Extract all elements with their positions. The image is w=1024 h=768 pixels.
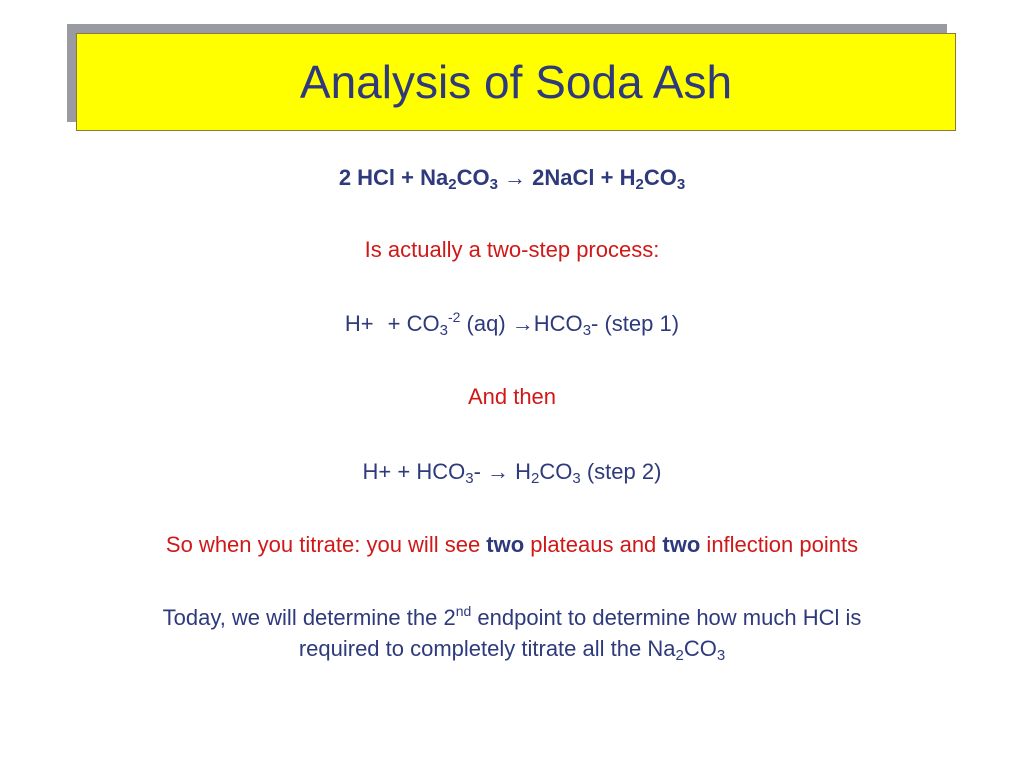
title-box	[76, 33, 956, 131]
statement-text: CO	[683, 636, 717, 661]
slide-title: Analysis of Soda Ash	[299, 56, 733, 108]
equation-text: - → H	[473, 459, 532, 484]
equation-subscript: 3	[465, 470, 474, 487]
step1-equation	[0, 309, 1024, 339]
titrate-statement	[0, 530, 1024, 560]
statement-text: inflection points	[700, 532, 859, 557]
step2-equation	[0, 457, 1024, 487]
statement-text: required to completely titrate all the Na	[298, 636, 676, 661]
equation-text: H+	[344, 311, 374, 336]
today-statement-line2	[0, 634, 1024, 664]
statement-text: plateaus and	[524, 532, 663, 557]
statement-text: endpoint to determine how much HCl is	[471, 605, 862, 630]
equation-text: 2 HCl + Na	[338, 165, 449, 190]
intro-text: Is actually a two-step process:	[364, 237, 660, 262]
equation-text: + CO	[387, 311, 440, 336]
equation-subscript: 2	[675, 647, 684, 664]
equation-text: CO	[456, 165, 490, 190]
equation-text: - (step 1)	[591, 311, 680, 336]
equation-subscript: 2	[635, 176, 644, 193]
equation-subscript: 3	[716, 647, 726, 664]
equation-text: CO	[539, 459, 573, 484]
emphasis-two: two	[486, 532, 525, 557]
main-equation	[0, 163, 1024, 193]
equation-text: (aq) →HCO	[460, 311, 583, 336]
equation-subscript: 3	[439, 322, 448, 339]
and-then-text: And then	[467, 384, 557, 409]
statement-text: So when you titrate: you will see	[165, 532, 487, 557]
equation-text: → 2NaCl + H	[497, 165, 636, 190]
equation-subscript: 3	[572, 470, 581, 487]
equation-subscript: 3	[489, 176, 498, 193]
equation-text: (step 2)	[580, 459, 662, 484]
equation-subscript: 3	[676, 176, 686, 193]
equation-text: CO	[643, 165, 677, 190]
equation-text: H+ + HCO	[362, 459, 466, 484]
ordinal-superscript: nd	[455, 603, 472, 619]
equation-subscript: 2	[448, 176, 457, 193]
equation-subscript: 2	[531, 470, 540, 487]
statement-text: Today, we will determine the 2	[162, 605, 456, 630]
emphasis-two: two	[662, 532, 701, 557]
equation-subscript: 3	[582, 322, 592, 339]
today-statement-line1	[0, 603, 1024, 633]
equation-superscript: -2	[447, 309, 461, 325]
